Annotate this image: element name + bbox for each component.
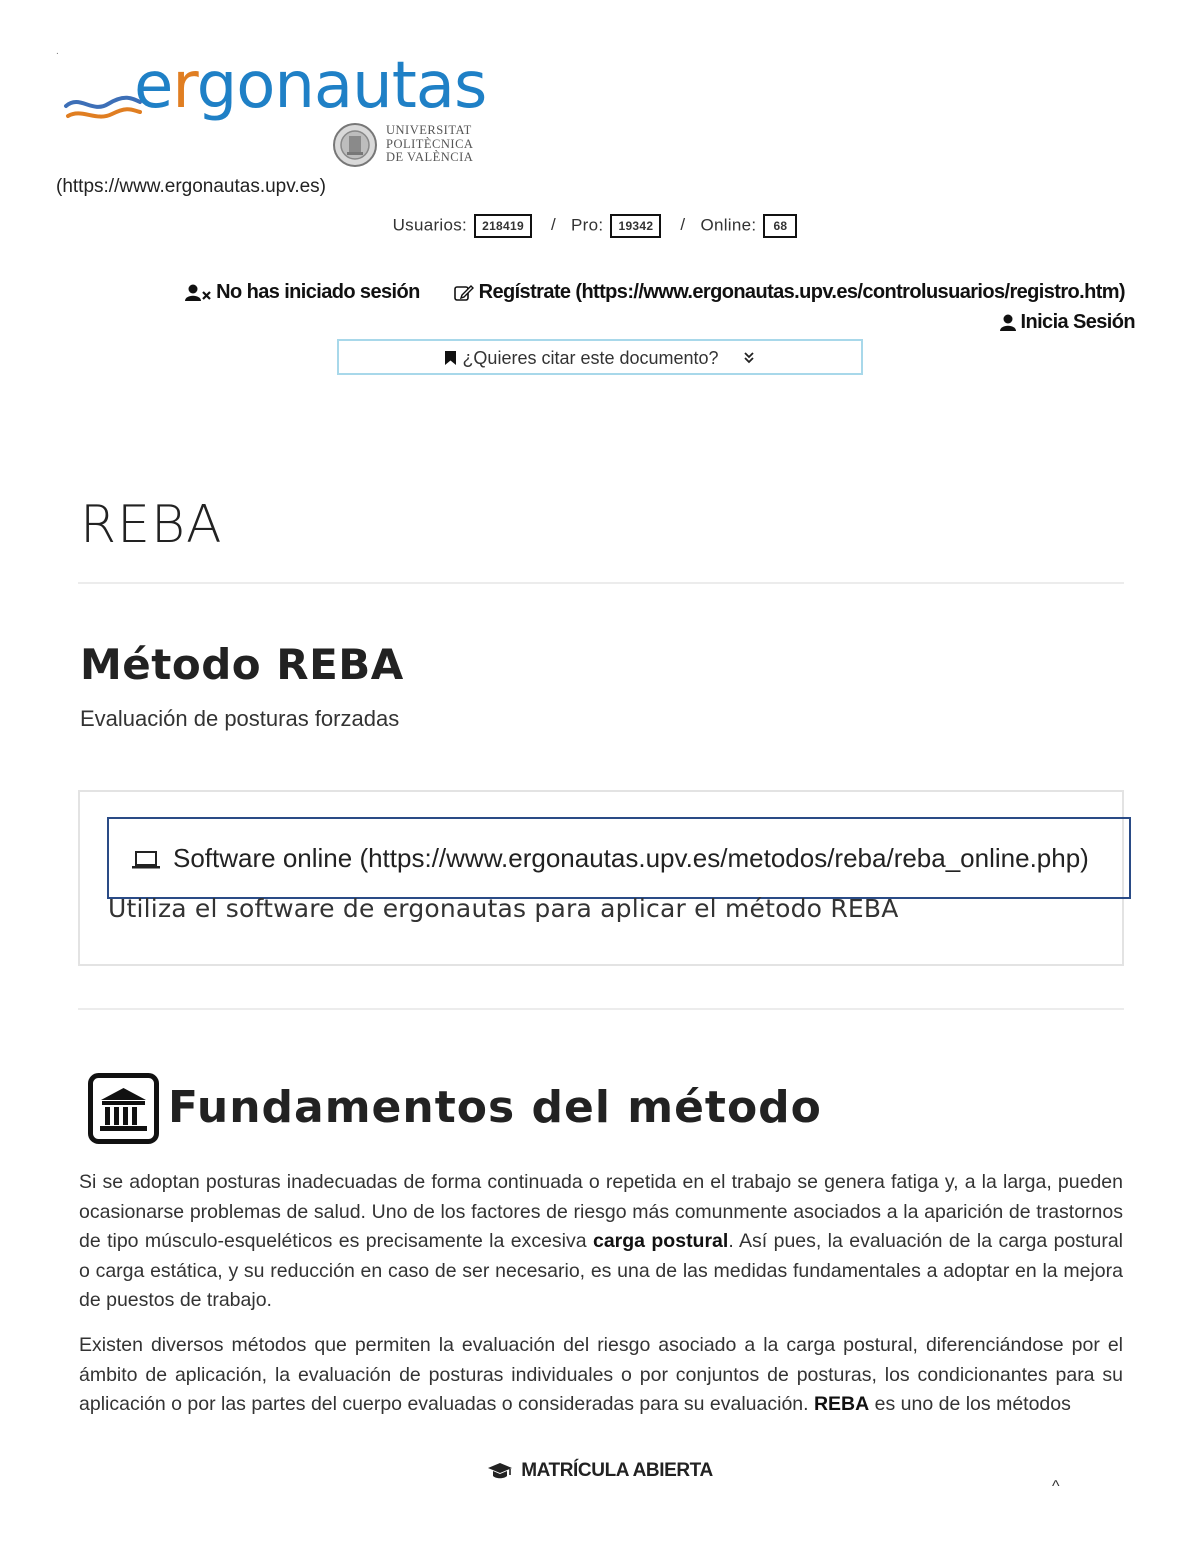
home-link[interactable]: (https://www.ergonautas.upv.es) [56, 176, 326, 197]
software-online-link[interactable] [107, 817, 1131, 899]
session-bar [185, 281, 1125, 304]
enrollment-banner[interactable] [0, 1460, 1200, 1482]
login-label: Inicia Sesión [1020, 311, 1135, 333]
bold-term: carga postural [592, 1230, 729, 1253]
back-to-top-button[interactable]: ^ [1052, 1478, 1060, 1495]
login-link[interactable] [1000, 311, 1135, 334]
bold-term: REBA [813, 1393, 870, 1416]
session-status: No has iniciado sesión [216, 281, 420, 304]
logo-wordmark: ergonautas [134, 49, 487, 123]
online-count: 68 [763, 214, 797, 238]
bookmark-icon [444, 350, 457, 366]
page-title: REBA [80, 495, 223, 555]
laptop-icon [131, 850, 161, 870]
users-label: Usuarios: [392, 215, 468, 235]
pro-count: 19342 [610, 214, 661, 238]
fundamentos-title: Fundamentos del método [168, 1082, 822, 1133]
pro-label: Pro: [571, 215, 604, 235]
register-link[interactable]: Regístrate (https://www.ergonautas.upv.es/controlusuarios/registro.htm) [478, 281, 1125, 304]
user-counters [0, 214, 1200, 238]
upv-name: UNIVERSITAT POLITÈCNICA DE VALÈNCIA [386, 123, 474, 164]
counter-separator: / [680, 215, 686, 235]
edit-icon [454, 284, 474, 302]
divider [78, 582, 1124, 584]
software-link-text: Software online (https://www.ergonautas.upv.es/metodos/reba/reba_online.php) [173, 843, 1089, 873]
users-count: 218419 [474, 214, 532, 238]
method-subtitle: Evaluación de posturas forzadas [80, 706, 400, 731]
user-times-icon [185, 284, 211, 302]
software-description: Utiliza el software de ergonautas para aplicar el método REBA [108, 894, 899, 923]
institution-icon [88, 1073, 159, 1144]
user-icon [1000, 314, 1016, 332]
ergonautas-logo[interactable] [62, 49, 492, 175]
divider [78, 1008, 1124, 1010]
enrollment-label: MATRÍCULA ABIERTA [521, 1460, 713, 1481]
paragraph: Existen diversos métodos que permiten la evaluación del riesgo asociado a la carga postural, diferenciándose por el ámbito de aplicación, la evaluación de posturas individuales o por conjuntos de posturas, los condicionantes para su aplicación o por las partes del cuerpo evaluadas o consideradas para su evaluación. REBA es uno de los métodos [79, 1334, 1123, 1416]
wave-icon [62, 88, 142, 128]
paragraph: Si se adoptan posturas inadecuadas de forma continuada o repetida en el trabajo se genera fatiga y, a la larga, pueden ocasionarse problemas de salud. Uno de los factores de riesgo más comunmente asociados a la aparición de trastornos de tipo músculo-esqueléticos es precisamente la excesiva carga postural. Así pues, la evaluación de la carga postural o carga estática, y su reducción en caso de ser necesario, es una de las medidas fundamentales a adoptar en la mejora de puestos de trabajo. [79, 1171, 1123, 1312]
online-label: Online: [700, 215, 757, 235]
stray-dot: . [56, 46, 59, 57]
method-title: Método REBA [80, 640, 404, 689]
chevrons-down-icon [742, 351, 756, 365]
graduation-cap-icon [487, 1462, 513, 1480]
cite-document-toggle[interactable] [337, 339, 863, 375]
cite-label: ¿Quieres citar este documento? [462, 348, 719, 368]
upv-seal-icon [332, 122, 378, 168]
counter-separator: / [550, 215, 557, 235]
